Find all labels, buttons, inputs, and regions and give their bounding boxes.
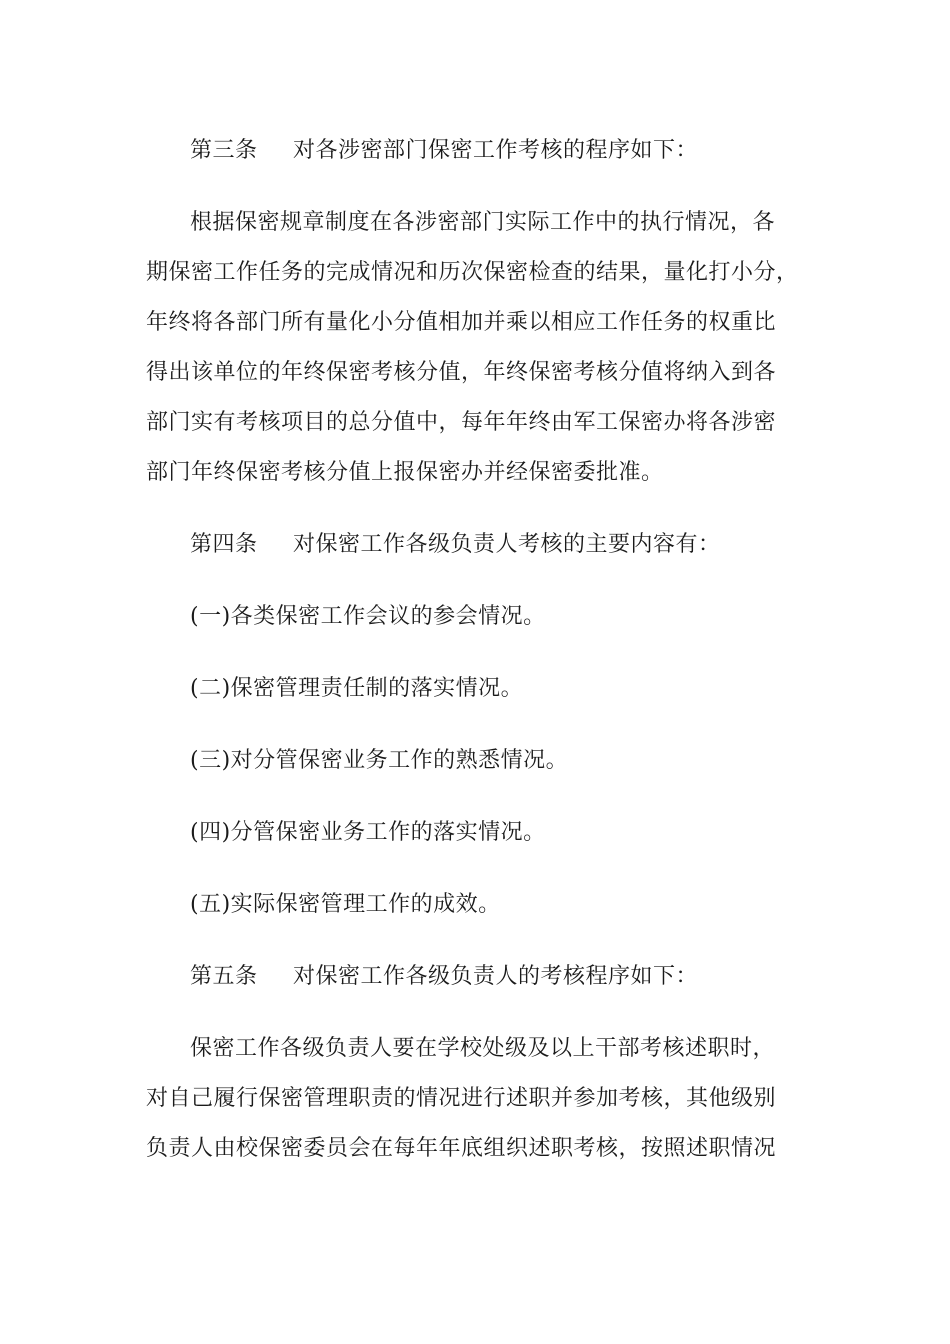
article-5-body-line-1: 保密工作各级负责人要在学校处级及以上干部考核述职时， [190,1036,776,1061]
article-3-body-line-1: 根据保密规章制度在各涉密部门实际工作中的执行情况，各 [190,210,776,235]
article-5-title: 对保密工作各级负责人的考核程序如下： [293,964,699,989]
article-5-heading [190,962,850,992]
article-3-body-line-4: 得出该单位的年终保密考核分值，年终保密考核分值将纳入到各 [146,360,777,385]
article-4-item-5: (五)实际保密管理工作的成效。 [190,892,501,917]
article-4-heading [190,530,850,560]
article-3-body-line-6: 部门年终保密考核分值上报保密办并经保密委批准。 [146,460,664,485]
article-3-body-line-3: 年终将各部门所有量化小分值相加并乘以相应工作任务的权重比 [146,310,777,335]
article-3-number: 第三条 [190,138,258,163]
article-3-title: 对各涉密部门保密工作考核的程序如下： [293,138,699,163]
article-4-item-4: (四)分管保密业务工作的落实情况。 [190,820,546,845]
article-4-item-2: (二)保密管理责任制的落实情况。 [190,676,524,701]
article-4-item-1: (一)各类保密工作会议的参会情况。 [190,604,546,629]
article-5-body-line-3: 负责人由校保密委员会在每年年底组织述职考核，按照述职情况 [146,1136,777,1161]
article-5-body-line-2: 对自己履行保密管理职责的情况进行述职并参加考核，其他级别 [146,1086,777,1111]
article-4-number: 第四条 [190,532,258,557]
article-4-item-3: (三)对分管保密业务工作的熟悉情况。 [190,748,569,773]
article-3-body-line-2: 期保密工作任务的完成情况和历次保密检查的结果，量化打小分， [146,260,799,285]
article-3-heading [190,136,850,166]
article-3-body-line-5: 部门实有考核项目的总分值中，每年年终由军工保密办将各涉密 [146,410,777,435]
article-5-number: 第五条 [190,964,258,989]
article-4-title: 对保密工作各级负责人考核的主要内容有： [293,532,721,557]
